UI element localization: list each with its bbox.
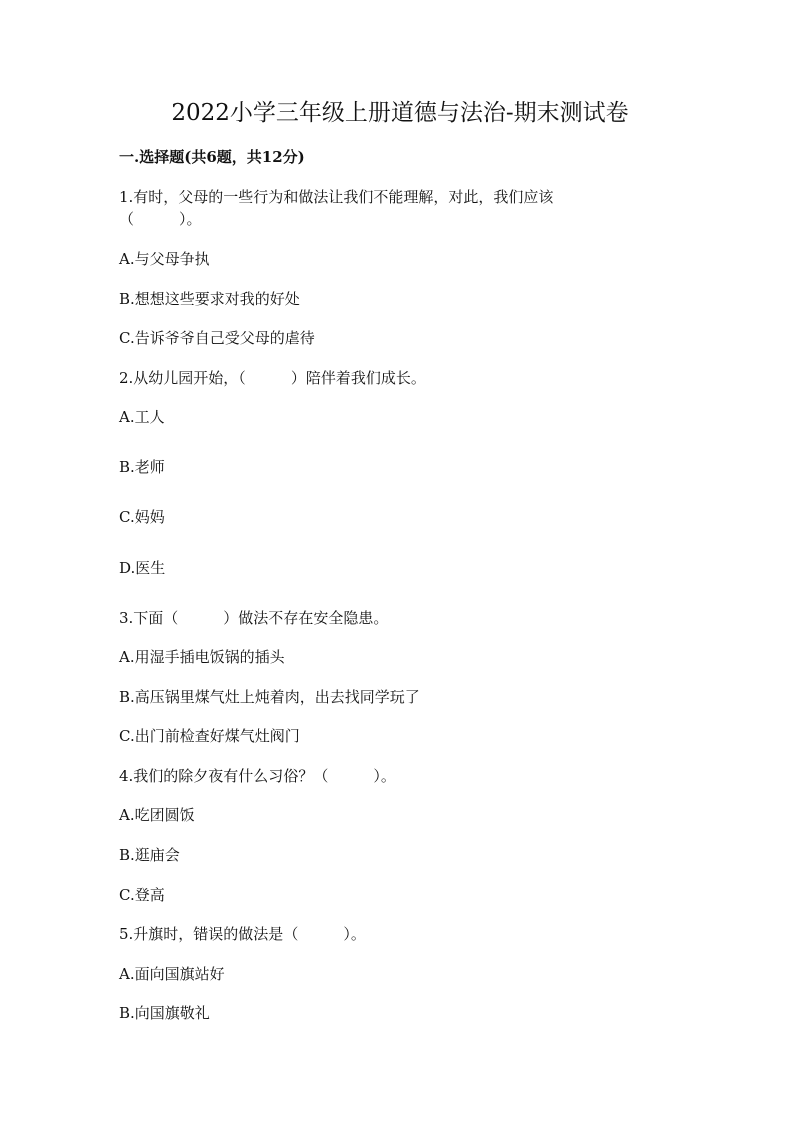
question-4-option-b[interactable]: B.逛庙会 [119, 846, 180, 864]
question-5-stem: 5.升旗时，错误的做法是（ ）。 [119, 925, 366, 943]
question-5-option-b[interactable]: B.向国旗敬礼 [119, 1004, 210, 1022]
question-3-option-a[interactable]: A.用湿手插电饭锅的插头 [119, 648, 285, 666]
question-3-option-c[interactable]: C.出门前检查好煤气灶阀门 [119, 727, 300, 745]
question-2-option-c[interactable]: C.妈妈 [119, 508, 165, 526]
question-2-option-d[interactable]: D.医生 [119, 559, 166, 577]
question-1-option-c[interactable]: C.告诉爷爷自己受父母的虐待 [119, 329, 315, 347]
question-2-option-b[interactable]: B.老师 [119, 458, 165, 476]
question-2-stem: 2.从幼儿园开始，（ ）陪伴着我们成长。 [119, 369, 426, 387]
page-title: 2022小学三年级上册道德与法治-期末测试卷 [171, 100, 629, 126]
question-2-option-a[interactable]: A.工人 [119, 408, 165, 426]
question-1-stem: 1.有时，父母的一些行为和做法让我们不能理解，对此，我们应该（ ）。 [119, 188, 554, 228]
question-3-option-b[interactable]: B.高压锅里煤气灶上炖着肉，出去找同学玩了 [119, 688, 420, 706]
question-5-option-a[interactable]: A.面向国旗站好 [119, 965, 225, 983]
question-1-option-a[interactable]: A.与父母争执 [119, 250, 210, 268]
question-3-stem: 3.下面（ ）做法不存在安全隐患。 [119, 609, 389, 627]
question-4-option-a[interactable]: A.吃团圆饭 [119, 806, 195, 824]
question-1-option-b[interactable]: B.想想这些要求对我的好处 [119, 290, 300, 308]
question-4-option-c[interactable]: C.登高 [119, 886, 165, 904]
section-heading-choice: 一.选择题(共6题，共12分) [119, 148, 305, 166]
question-4-stem: 4.我们的除夕夜有什么习俗？（ ）。 [119, 767, 396, 785]
